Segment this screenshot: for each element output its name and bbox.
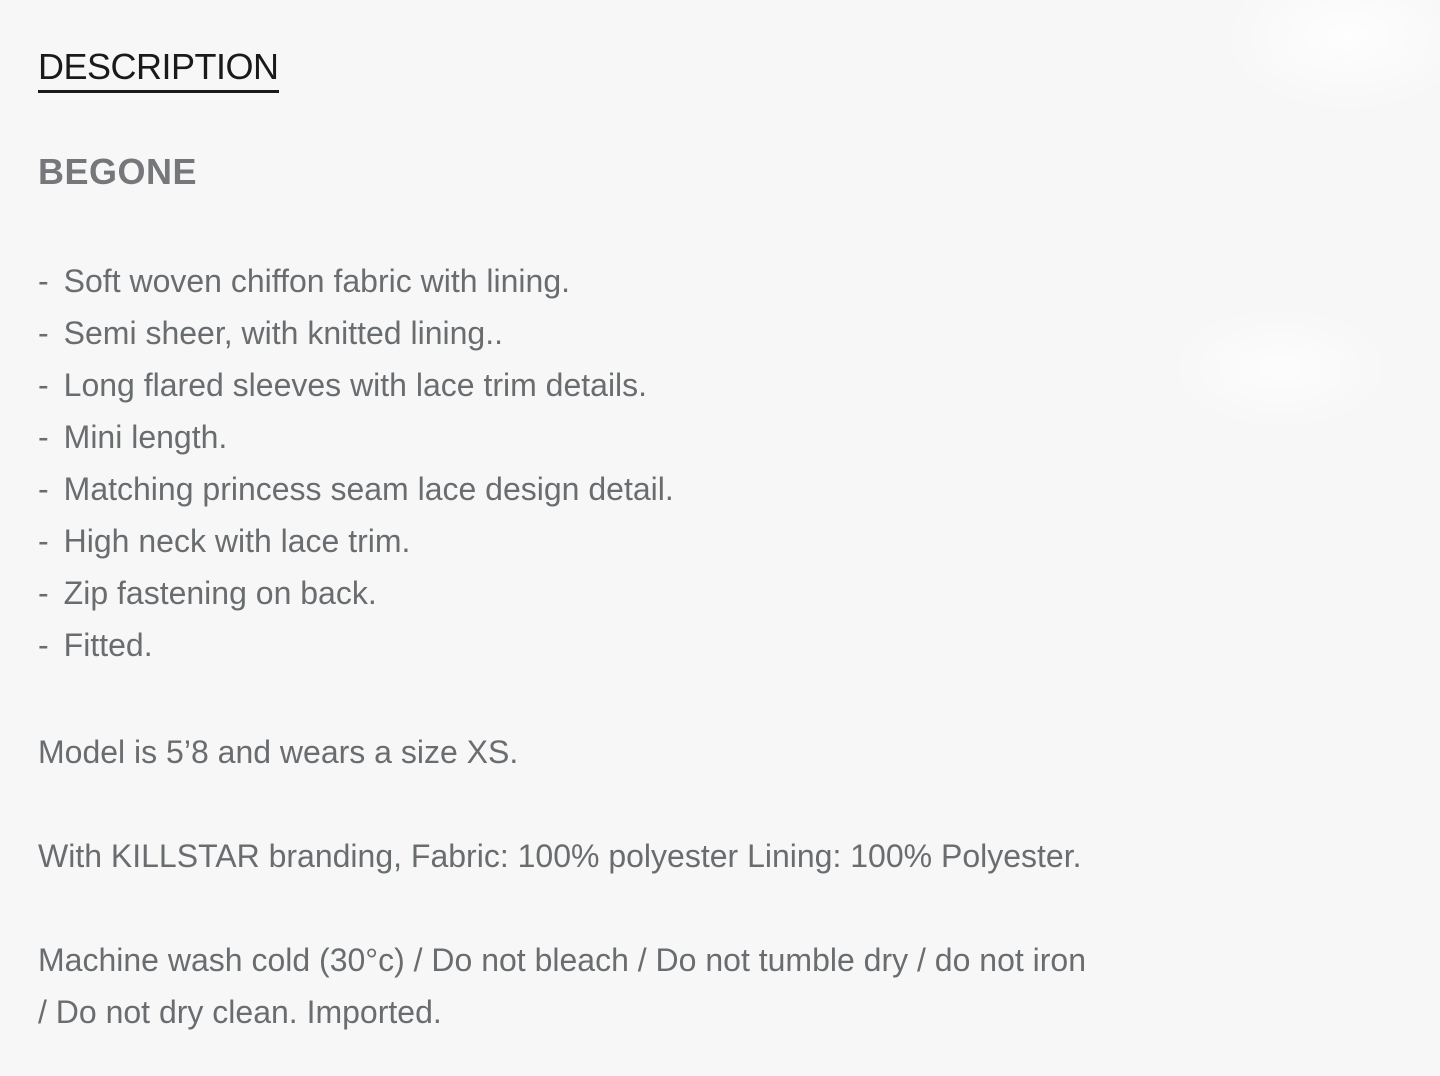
bullet-dash: - [38, 367, 49, 403]
care-note-line-1: Machine wash cold (30°c) / Do not bleach / Do not tumble dry / do not iron [38, 942, 1086, 978]
description-tab[interactable]: DESCRIPTION [38, 46, 279, 93]
bullet-dash: - [38, 263, 49, 299]
bullet-dash: - [38, 419, 49, 455]
bullet-dash: - [38, 471, 49, 507]
feature-item [38, 307, 1400, 359]
feature-text: Long flared sleeves with lace trim details. [63, 367, 648, 403]
care-note [38, 934, 1400, 1038]
feature-item [38, 567, 1400, 619]
feature-text: Fitted. [63, 627, 153, 663]
bullet-dash: - [38, 523, 49, 559]
feature-text: Zip fastening on back. [63, 575, 377, 611]
feature-text: Matching princess seam lace design detail. [63, 471, 674, 507]
feature-text: Semi sheer, with knitted lining.. [63, 315, 503, 351]
feature-text: Mini length. [63, 419, 228, 455]
care-note-line-2: / Do not dry clean. Imported. [38, 994, 442, 1030]
feature-item [38, 411, 1400, 463]
composition-note: With KILLSTAR branding, Fabric: 100% polyester Lining: 100% Polyester. [38, 838, 1082, 874]
bullet-dash: - [38, 627, 49, 663]
feature-text: High neck with lace trim. [63, 523, 411, 559]
feature-item [38, 619, 1400, 671]
product-title: BEGONE [38, 151, 198, 192]
feature-item [38, 463, 1400, 515]
feature-text: Soft woven chiffon fabric with lining. [63, 263, 570, 299]
feature-item [38, 255, 1400, 307]
section-heading [38, 46, 1400, 93]
feature-item [38, 359, 1400, 411]
feature-item [38, 515, 1400, 567]
bullet-dash: - [38, 315, 49, 351]
bullet-dash: - [38, 575, 49, 611]
feature-list [38, 255, 1400, 671]
model-note: Model is 5’8 and wears a size XS. [38, 734, 519, 770]
